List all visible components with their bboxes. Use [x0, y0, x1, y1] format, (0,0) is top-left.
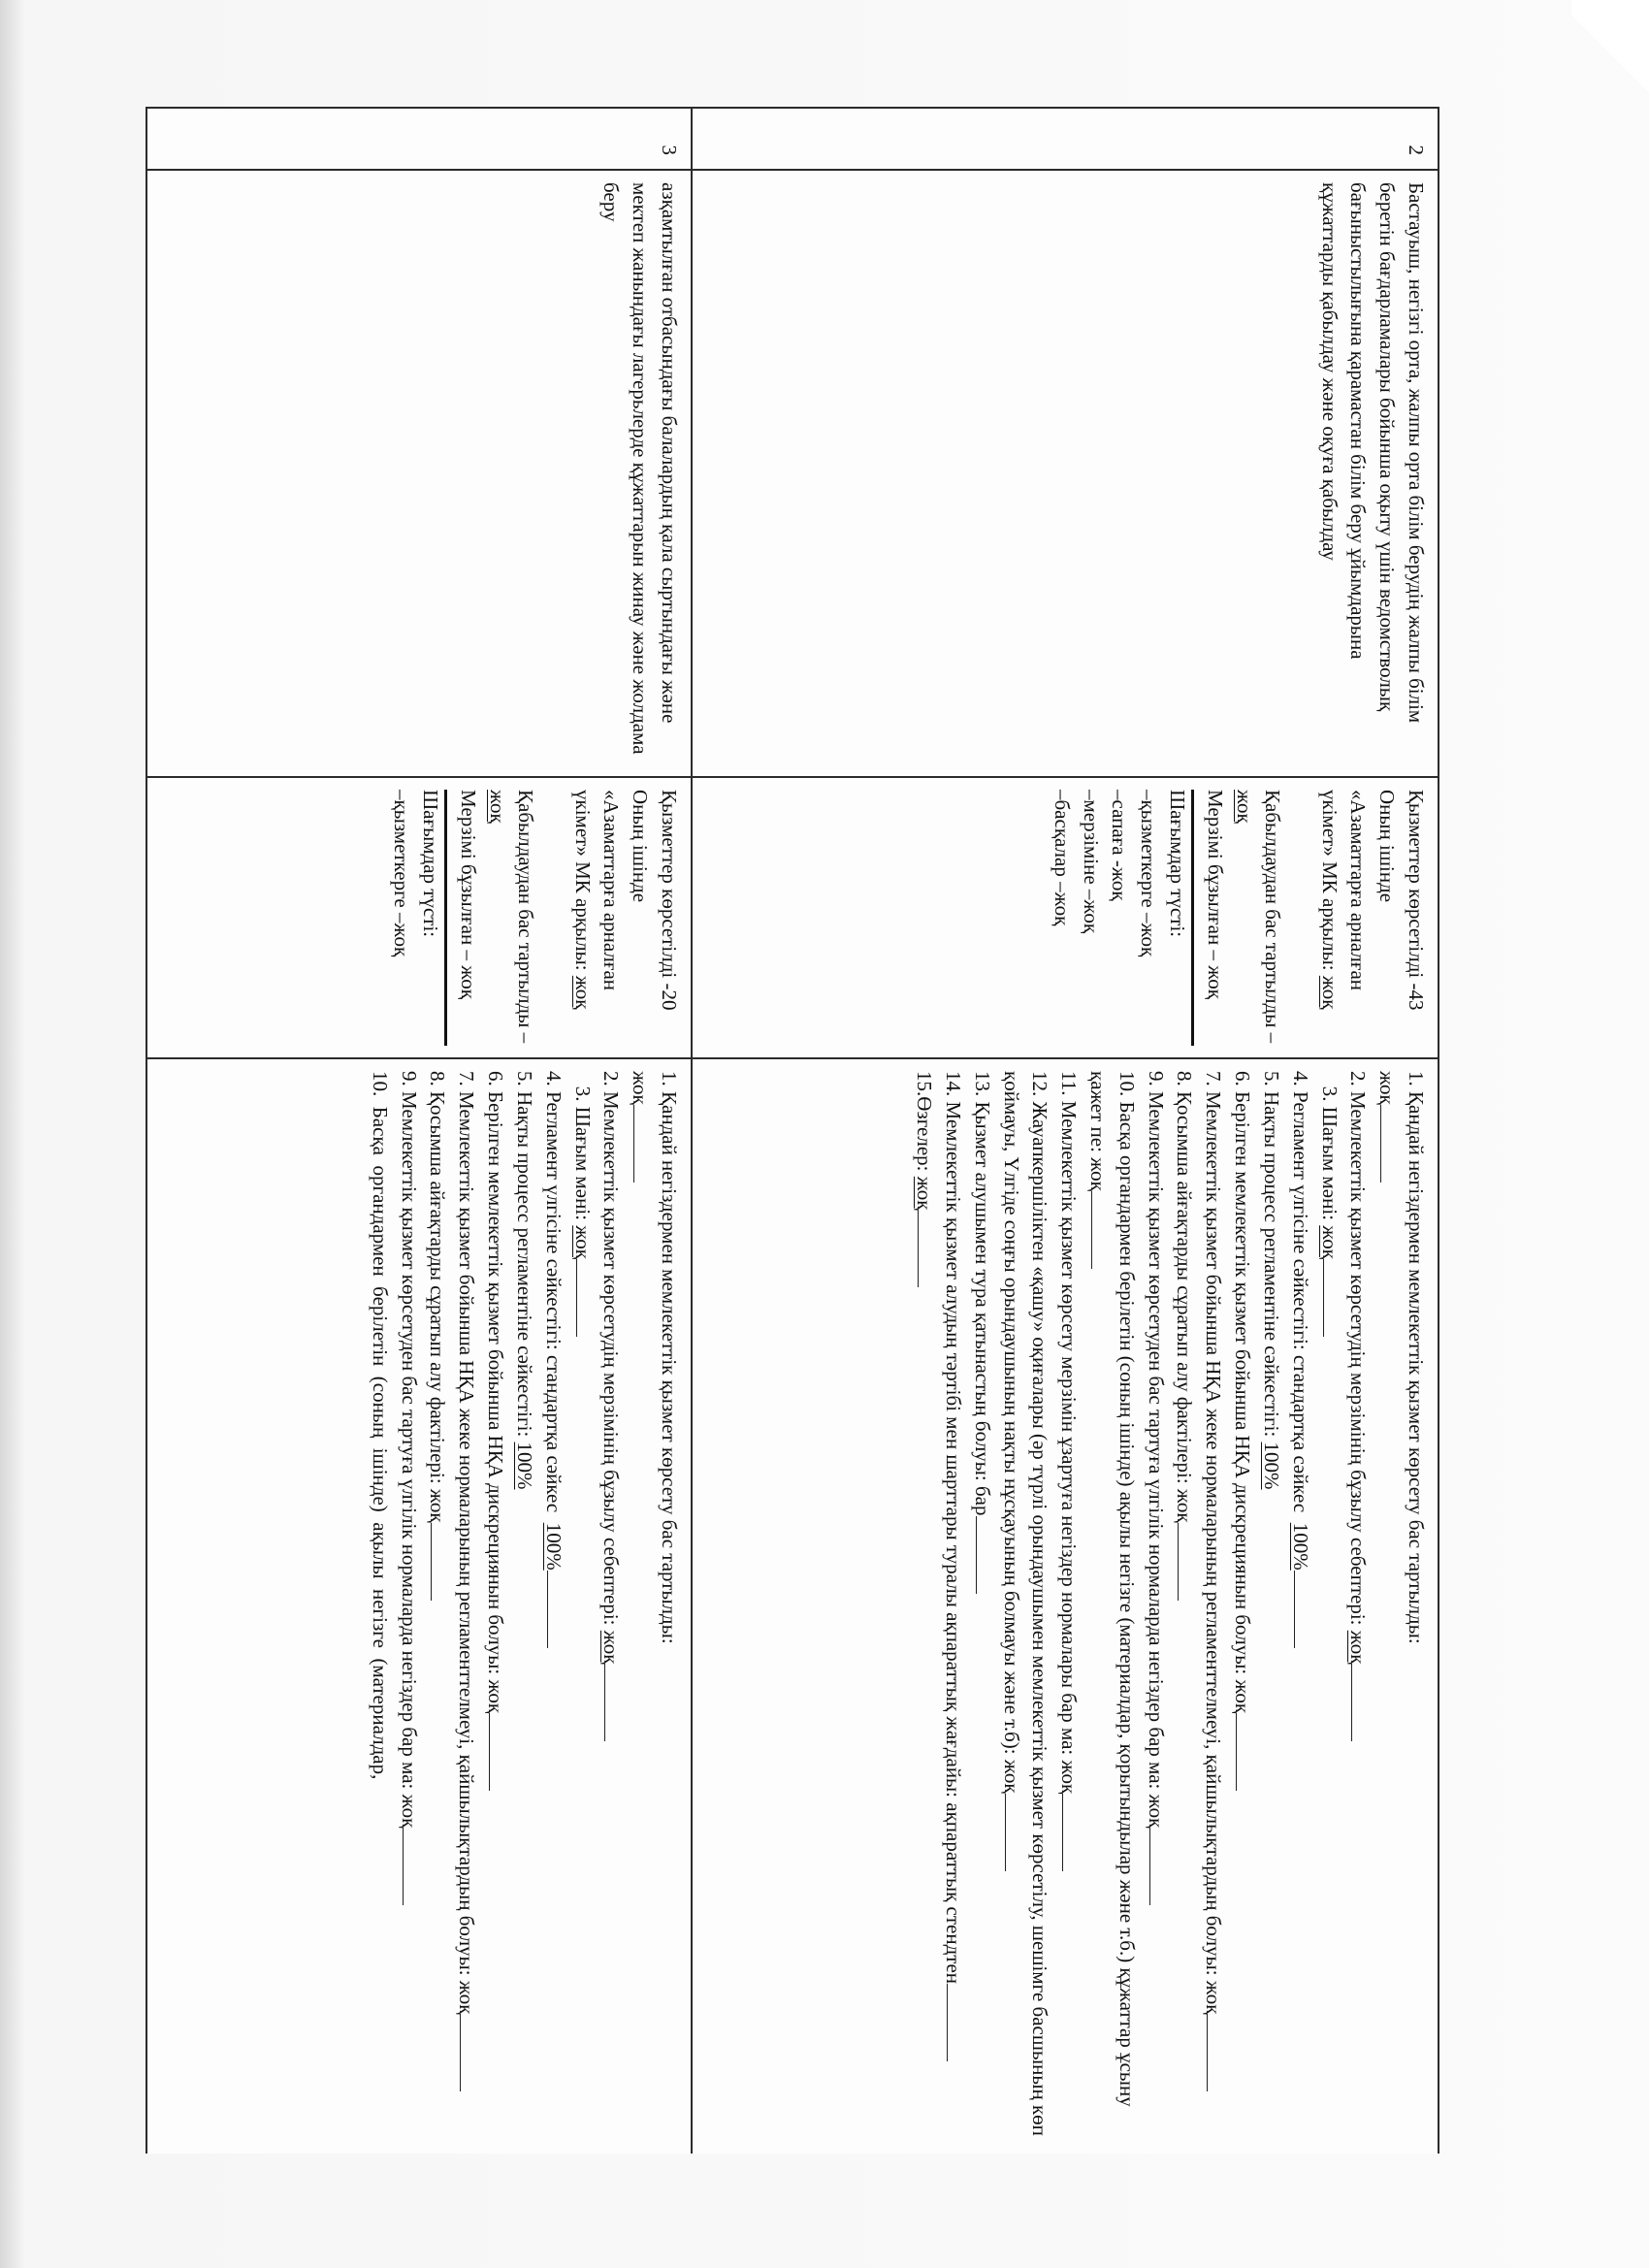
detail-text: жоқ: [1375, 1071, 1400, 1105]
detail-text: 3. Шағым мәні:: [570, 1071, 595, 1226]
detail-text: 11. Мемлекеттік қызмет көрсету мерзімін ұзартуға негіздер нормалары бар ма: жоқ: [1057, 1071, 1082, 1795]
underline-blank: [1179, 1523, 1198, 1601]
underline-blank: [1323, 1259, 1342, 1337]
detail-text: 6. Берілген мемлекеттік қызмет бойынша НҚА дискрециянын болуы: жоқ: [1231, 1071, 1255, 1714]
refusals-label: Қабылдаудан бас тартылды –: [1261, 790, 1285, 1044]
detail-line: [1314, 1071, 1343, 2142]
refusals-line: [482, 790, 540, 1046]
refusals-value: жоқ: [485, 790, 509, 824]
rotated-table: [146, 107, 1439, 2154]
underline-blank: [1351, 1664, 1371, 1741]
underline-blank: [1091, 1191, 1111, 1269]
detail-text: 4. Регламент үлгісіне сәйкестігі: стандартқа сәйкес: [1288, 1071, 1312, 1523]
underline-blank: [576, 1259, 596, 1337]
underline-blank: [1062, 1794, 1082, 1871]
detail-text: 5. Нақты процесс регламентіне сәйкестігі:: [512, 1071, 536, 1442]
detail-text: 9. Мемлекеттік қызмет көрсетуден бас тартуға үлгілік нормаларда негіздер бар ма: жоқ: [1144, 1071, 1168, 1829]
detail-line: [909, 1071, 938, 2142]
detail-text: 10. Басқа органдармен берілетін (соның ішінде) ақылы негізге (материалдар, қорытындылар және т.б.) құжаттар ұсыну қажет пе: жоқ: [1086, 1071, 1139, 2113]
detail-line: [654, 1071, 683, 2142]
detail-line: [452, 1071, 481, 2142]
detail-value: 100%: [1259, 1442, 1283, 1490]
via-gov-line: [1314, 790, 1373, 1046]
detail-value: жоқ: [913, 1176, 937, 1211]
services-provided: Қызметтер көрсетілді -43: [1405, 790, 1428, 1011]
detail-line: [423, 1071, 452, 2142]
detail-value: 100%: [512, 1442, 536, 1490]
complaints-title: Шағымдар түсті:: [1162, 790, 1194, 1046]
rotated-table-frame: [146, 107, 1439, 2154]
detail-line: [538, 1071, 567, 2142]
detail-value: 100%: [1288, 1522, 1312, 1571]
complaint-item: –мерзіміне –жоқ: [1079, 790, 1103, 934]
detail-value: жоқ: [1346, 1630, 1371, 1665]
detail-line: [938, 1071, 967, 2142]
detail-line: [1372, 1071, 1401, 2142]
detail-text: 2. Мемлекеттік қызмет көрсетудің мерзімінің бұзылу себептері:: [1346, 1071, 1371, 1631]
detail-text: 9. Мемлекеттік қызмет көрсетуден бас тартуға үлгілік нормаларда негіздер бар ма: жоқ: [397, 1071, 421, 1829]
details-cell: [692, 1058, 1439, 2154]
stats-cell: [146, 777, 692, 1058]
row-number: 3: [146, 108, 692, 170]
detail-line: [567, 1071, 597, 2142]
detail-line: [1141, 1071, 1170, 2142]
deadline-violations: Мерзімі бұзылған – жоқ: [456, 790, 480, 999]
underline-blank: [1149, 1828, 1169, 1905]
detail-line: [1343, 1071, 1373, 2142]
services-provided: Қызметтер көрсетілді -20: [658, 790, 681, 1011]
complaint-item: –сапаға -жоқ: [1108, 790, 1132, 901]
detail-text: 7. Мемлекеттік қызмет бойынша НҚА жеке нормаларының регламенттелмеуі, қайшылықтардың болуы: жоқ: [1202, 1071, 1226, 2015]
detail-value: 100%: [541, 1522, 566, 1571]
including-label: Оның ішінде: [1375, 790, 1400, 903]
underline-blank: [432, 1523, 451, 1601]
detail-text: 14. Мемлекеттік қызмет алудың тәртібі мен шарттары туралы ақпараттық жағдайы: ақпараттық стендтен: [942, 1071, 965, 1985]
detail-text: 8. Қосымша айғақтарды сұратып алу фактілері: жоқ: [426, 1071, 450, 1523]
detail-line: [1256, 1071, 1285, 2142]
detail-text: 6. Берілген мемлекеттік қызмет бойынша НҚА дискрециянын болуы: жоқ: [484, 1071, 508, 1714]
service-statistics: [1047, 790, 1430, 1046]
refusals-line: [1229, 790, 1287, 1046]
refusals-label: Қабылдаудан бас тартылды –: [514, 790, 538, 1044]
page-corner-fold: [1571, 0, 1649, 107]
detail-text: 1. Қандай негіздермен мемлекеттік қызмет көрсету бас тартылды:: [658, 1071, 681, 1644]
via-gov-value: жоқ: [1317, 975, 1342, 1010]
underline-blank: [1380, 1105, 1400, 1183]
underline-blank: [1236, 1713, 1255, 1791]
detail-line: [509, 1071, 538, 2142]
detail-line: [996, 1071, 1054, 2142]
underline-blank: [947, 1984, 966, 2061]
detail-line: [1053, 1071, 1083, 2142]
service-statistics: [386, 790, 683, 1046]
detail-line: [365, 1071, 394, 2142]
service-name: Бастауыш, негізгі орта, жалпы орта білім берудің жалпы білім беретін бағдарламалары бойынша оқыту үшін ведомстволық бағыныстылығына қарамастан білім беру ұйымдарына құжаттарды қабылдау және оқуға қабылдау: [1317, 182, 1428, 724]
detail-line: [1199, 1071, 1228, 2142]
underline-blank: [489, 1713, 508, 1791]
service-name-cell: [692, 170, 1439, 777]
detail-value: жоқ: [599, 1630, 624, 1665]
complaints-title: Шағымдар түсті:: [415, 790, 447, 1046]
table-row: [146, 108, 692, 2154]
via-gov-label: «Азаматтарға арналған үкімет» МК арқылы:: [1317, 790, 1371, 991]
detail-text: жоқ: [629, 1071, 653, 1105]
detail-text: 7. Мемлекеттік қызмет бойынша НҚА жеке нормаларының регламенттелмеуі, қайшылықтардың болуы: жоқ: [455, 1071, 479, 2015]
service-name: азқамтылған отбасындағы балалардың қала сыртындағы және мектеп жанындағы лагерьлерде құжаттарын жинау және жолдама беру: [599, 182, 681, 755]
service-details: [365, 1071, 683, 2142]
including-label: Оның ішінде: [629, 790, 653, 903]
detail-text: 3. Шағым мәні:: [1317, 1071, 1342, 1226]
details-cell: [146, 1058, 692, 2154]
detail-text: 1. Қандай негіздермен мемлекеттік қызмет көрсету бас тартылды:: [1405, 1071, 1428, 1644]
underline-blank: [547, 1571, 566, 1648]
complaint-item: –қызметкерге –жоқ: [390, 790, 414, 957]
detail-line: [1285, 1071, 1314, 2142]
via-gov-line: [567, 790, 626, 1046]
deadline-violations: Мерзімі бұзылған – жоқ: [1203, 790, 1227, 999]
detail-text: 15.Өзгелер:: [913, 1071, 937, 1177]
spacer: [539, 790, 566, 1046]
detail-text: 8. Қосымша айғақтарды сұратып алу фактілері: жоқ: [1173, 1071, 1197, 1523]
detail-line: [597, 1071, 626, 2142]
refusals-value: жоқ: [1232, 790, 1256, 824]
underline-blank: [633, 1105, 653, 1183]
detail-text: 5. Нақты процесс регламентіне сәйкестігі:: [1259, 1071, 1283, 1442]
underline-blank: [1005, 1794, 1024, 1871]
table-row: [692, 108, 1439, 2154]
services-table: [146, 107, 1439, 2154]
underline-blank: [604, 1664, 624, 1741]
underline-blank: [1207, 2014, 1226, 2091]
detail-line: [1401, 1071, 1430, 2142]
underline-blank: [403, 1828, 422, 1905]
service-name-cell: [146, 170, 692, 777]
row-number: 2: [692, 108, 1439, 170]
detail-text: 13. Қызмет алушымен тура қатынастың болуы: бар: [970, 1071, 994, 1516]
detail-line: [480, 1071, 509, 2142]
detail-value: жоқ: [570, 1225, 595, 1259]
detail-text: 12. Жауапкершіліктен «қашу» оқиғалары (әр түрлі орындаушымен мемлекеттік қызмет көрсетілу, шешімге басшының көп қоймауы, Үлгіде соңғы орындаушының нақты нұсқауының болмауы және т.б): жоқ: [999, 1071, 1052, 2142]
complaint-item: –қызметкерге –жоқ: [1137, 790, 1161, 957]
detail-line: [394, 1071, 423, 2142]
stats-cell: [692, 777, 1439, 1058]
complaint-item: –басқалар –жоқ: [1050, 790, 1074, 926]
via-gov-value: жоқ: [570, 975, 595, 1010]
detail-value: жоқ: [1317, 1225, 1342, 1259]
detail-text: 2. Мемлекеттік қызмет көрсетудің мерзімінің бұзылу себептері:: [599, 1071, 624, 1631]
detail-line: [1170, 1071, 1199, 2142]
via-gov-label: «Азаматтарға арналған үкімет» МК арқылы:: [570, 790, 624, 991]
detail-text: 10. Басқа органдармен берілетін (соның ішінде) ақылы негізге (материалдар,: [368, 1071, 392, 1780]
detail-text: 4. Регламент үлгісіне сәйкестігі: стандартқа сәйкес: [541, 1071, 566, 1523]
underline-blank: [1294, 1571, 1313, 1648]
detail-line: [1083, 1071, 1141, 2142]
detail-line: [967, 1071, 996, 2142]
underline-blank: [918, 1210, 937, 1287]
detail-line: [625, 1071, 654, 2142]
detail-line: [1227, 1071, 1256, 2142]
spacer: [1286, 790, 1313, 1046]
underline-blank: [976, 1516, 995, 1594]
service-details: [909, 1071, 1430, 2142]
underline-blank: [460, 2014, 479, 2091]
